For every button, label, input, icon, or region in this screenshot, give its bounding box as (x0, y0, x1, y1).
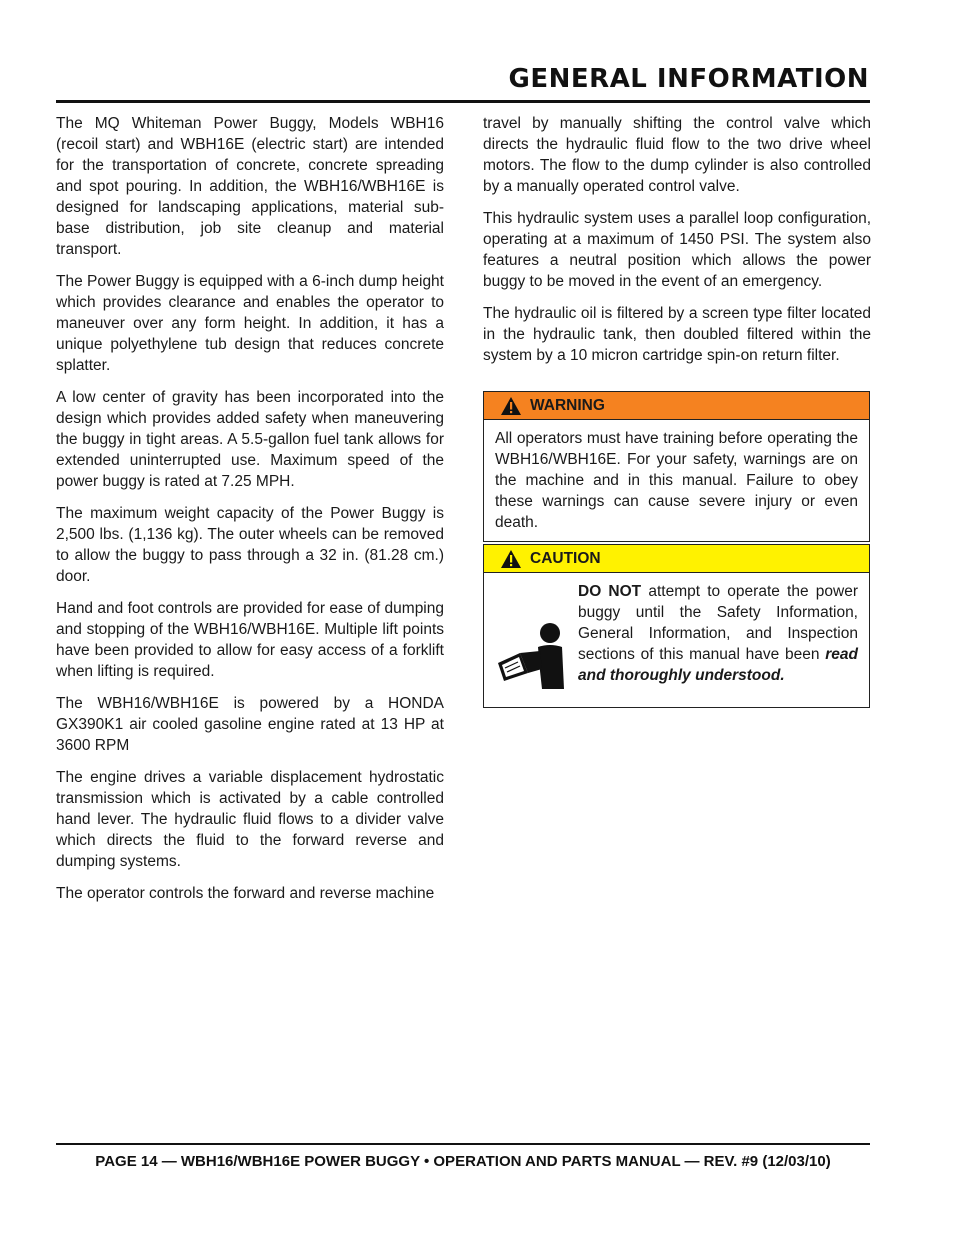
paragraph: This hydraulic system uses a parallel loop configuration, operating at a maximum of 1450 PSI. The system also features a neutral position which allows the power buggy to be moved in the event of an emergency. (483, 210, 871, 290)
paragraph: Hand and foot controls are provided for ease of dumping and stopping of the WBH16/WBH16E. Multiple lift points have been provided to allow for easy access of a forklift when lifting is required. (56, 600, 444, 680)
paragraph: The engine drives a variable displacement hydrostatic transmission which is activated by a cable controlled hand lever. The hydraulic fluid flows to a divider valve which directs the fluid to the forward reverse and dumping systems. (56, 769, 444, 870)
caution-label: CAUTION (530, 549, 601, 567)
paragraph: The hydraulic oil is filtered by a screen type filter located in the hydraulic tank, then doubled filtered within the system by a 10 micron cartridge spin-on return filter. (483, 305, 871, 364)
paragraph: The operator controls the forward and reverse machine (56, 885, 435, 902)
caution-header (484, 545, 869, 573)
warning-triangle-icon (500, 396, 522, 416)
caution-emphasis: read and thoroughly understood. (578, 646, 858, 684)
paragraph: A low center of gravity has been incorporated into the design which provides added safety when maneuvering the buggy in tight areas. A 5.5-gallon fuel tank allows for extended uninterrupted use. Maximum speed of the power buggy is rated at 7.25 MPH. (56, 389, 444, 490)
page-footer: PAGE 14 — WBH16/WBH16E POWER BUGGY • OPERATION AND PARTS MANUAL — REV. #9 (12/03/10) (95, 1153, 831, 1170)
read-manual-icon (492, 621, 572, 701)
paragraph: The maximum weight capacity of the Power Buggy is 2,500 lbs. (1,136 kg). The outer wheels can be removed to allow the buggy to pass through a 32 in. (81.28 cm.) door. (56, 505, 444, 585)
page-title: GENERAL INFORMATION (508, 64, 869, 94)
footer-rule (56, 1143, 870, 1145)
paragraph: The WBH16/WBH16E is powered by a HONDA GX390K1 air cooled gasoline engine rated at 13 HP at 3600 RPM (56, 695, 444, 754)
warning-text: All operators must have training before operating the WBH16/WBH16E. For your safety, warnings are on the machine and in this manual. Failure to obey these warnings can cause severe injury or even death. (495, 430, 858, 531)
header-rule (56, 100, 870, 103)
paragraph: The Power Buggy is equipped with a 6-inch dump height which provides clearance and enables the operator to maneuver over any form height. In addition, it has a unique polyethylene tub design that reduces concrete splatter. (56, 273, 444, 374)
warning-label: WARNING (530, 396, 605, 414)
right-column (483, 113, 871, 377)
left-column (56, 113, 444, 915)
paragraph: The MQ Whiteman Power Buggy, Models WBH16 (recoil start) and WBH16E (electric start) are intended for the transportation of concrete, concrete spreading and spot pouring. In addition, the WBH16/WBH16E is designed for landscaping applications, material sub-base distribution, job site cleanup and material transport. (56, 115, 444, 258)
paragraph: travel by manually shifting the control valve which directs the hydraulic fluid flow to the two drive wheel motors. The flow to the dump cylinder is also controlled by a manually operated control valve. (483, 115, 871, 195)
caution-body-text: attempt to operate the power buggy until the Safety Information, General Information, and Inspection sections of this manual have been (578, 583, 859, 663)
caution-text (578, 581, 858, 701)
caution-lead: DO NOT (578, 583, 642, 600)
caution-box (483, 544, 870, 708)
warning-box (483, 391, 870, 542)
caution-triangle-icon (500, 549, 522, 569)
warning-header (484, 392, 869, 420)
